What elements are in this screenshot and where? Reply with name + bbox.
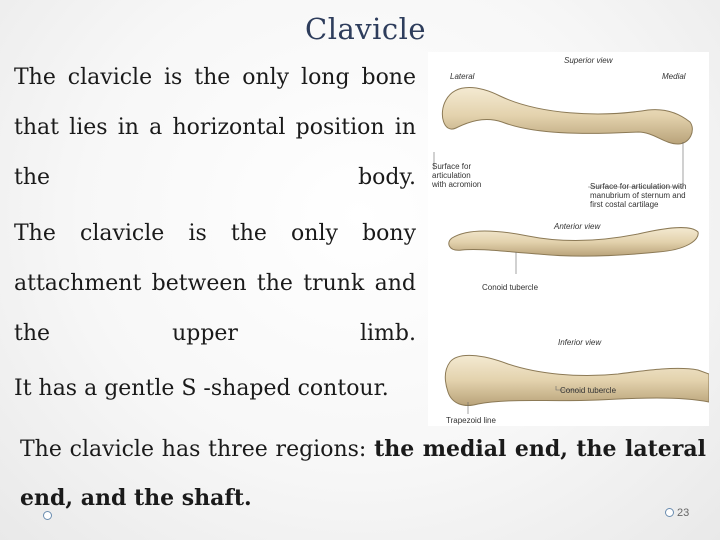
clavicle-figure (428, 52, 709, 426)
paragraph-bony-attachment: The clavicle is the only bony attachment between the trunk and the upper limb. (14, 221, 416, 346)
clavicle-superior-bone (442, 88, 692, 145)
label-surface-acromion-line1: Surface for (432, 162, 472, 171)
label-surface-acromion-line2: articulation (432, 171, 471, 180)
slide-title: Clavicle (305, 12, 427, 46)
label-lateral: Lateral (450, 72, 475, 81)
label-surface-sternum-line1: Surface for articulation with (590, 182, 687, 191)
bottom-left-bullet (43, 511, 52, 520)
label-conoid-tubercle-inferior: Conoid tubercle (560, 386, 617, 395)
clavicle-inferior-bone (445, 355, 709, 405)
clavicle-anterior-bone (449, 228, 698, 257)
clavicle-illustration (428, 52, 709, 426)
label-conoid-tubercle-anterior: Conoid tubercle (482, 283, 539, 292)
paragraph-s-shape: It has a gentle S -shaped contour. (14, 376, 389, 401)
label-superior-view: Superior view (564, 56, 613, 65)
leader-sternum (588, 142, 683, 187)
regions-list: the medial end, the lateral end, and the shaft. (20, 436, 706, 511)
label-inferior-view: Inferior view (558, 338, 602, 347)
paragraph-regions (20, 425, 706, 523)
label-medial: Medial (662, 72, 686, 81)
label-surface-acromion (432, 162, 481, 189)
label-surface-sternum-line3: first costal cartilage (590, 200, 659, 209)
regions-intro: The clavicle has three regions: (20, 437, 367, 462)
label-surface-acromion-line3: with acromion (432, 180, 482, 189)
label-surface-sternum (590, 182, 687, 209)
label-trapezoid-line: Trapezoid line (446, 416, 496, 425)
label-surface-sternum-line2: manubrium of sternum and (590, 191, 686, 200)
page-number: 23 (677, 507, 690, 519)
paragraph-long-bone: The clavicle is the only long bone that lies in a horizontal position in the body. (14, 65, 416, 190)
page-number-bullet (665, 508, 674, 517)
label-anterior-view: Anterior view (554, 222, 601, 231)
